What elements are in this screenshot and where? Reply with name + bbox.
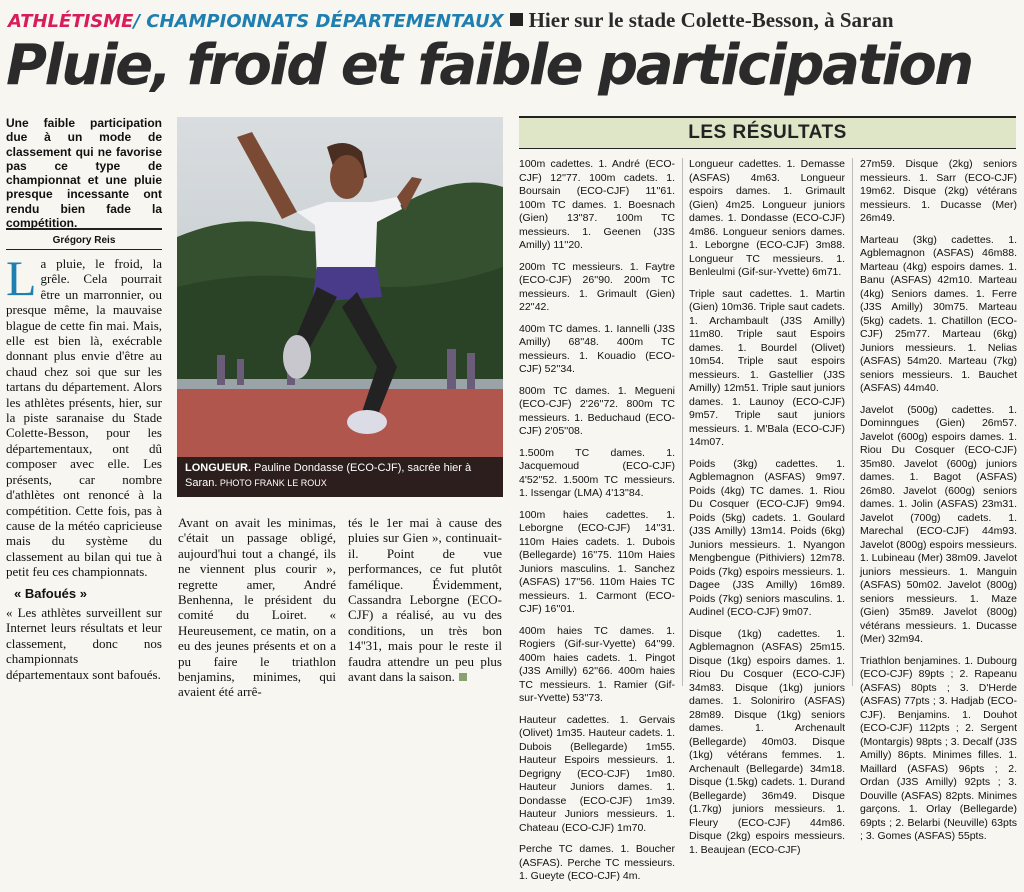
article-paragraph-1: a pluie, le froid, la grêle. Cela pourrait être un marronnier, ou presque même, la mauvaise blague de cette fin mai. Mais, elle est bien là, exécrable donnant plus envie d'être au chaud chez soi que sur les tartans du département. Alors les athlètes présents, hier, sur la piste saranaise du Stade Colette-Besson, pour les départementaux, ont dû composer avec elle. Les présents, car nombre d'athlètes ont renoncé à la compétition. Cette fois, pas à cause de la météo capricieuse mais du système du classement au bilan qui tue à petit feu ces championnats.: [6, 256, 162, 580]
article-column-1: [6, 250, 162, 682]
results-heading: LES RÉSULTATS: [519, 116, 1016, 149]
results-paragraph: Marteau (3kg) cadettes. 1. Agblemagnon (ASFAS) 46m88. Marteau (4kg) espoirs dames. 1. Banu (ASFAS) 42m10. Marteau (4kg) Seniors dames. 1. Ferre (J3S Amilly) 30m75. Marteau (5kg) cadets. 1. Chatillon (ECO-CJF) 25m77. Marteau (6kg) Juniors messieurs. 1. Nelias (ASFAS) 54m20. Marteau (7kg) seniors messieurs. 1. Bauchet (ASFAS) 44m40.: [860, 233, 1017, 394]
results-paragraph: 400m haies TC dames. 1. Rogiers (Gif-sur-Vyette) 64''99. 400m haies cadets. 1. Pingot (J3S Amilly) 62''66. 400m haies TC messieurs. 1. Ramier (Gif-sur-Yvette) 53''73.: [519, 624, 675, 704]
results-column-2: [689, 158, 845, 865]
results-column-3: [860, 158, 1017, 852]
results-paragraph: Hauteur cadettes. 1. Gervais (Olivet) 1m35. Hauteur cadets. 1. Dubois (Bellegarde) 1m55. Hauteur Espoirs messieurs. 1. Degrigny (ECO-CJF) 1m80. Hauteur Juniors dames. 1. Dondasse (ECO-CJF) 1m39. Hauteur Juniors messieurs. 1. Chateau (ECO-CJF) 1m70.: [519, 713, 675, 834]
location-label: Hier sur le stade Colette-Besson, à Saran: [528, 8, 894, 32]
photo-credit: PHOTO FRANK LE ROUX: [217, 478, 327, 488]
photo-caption: [177, 457, 503, 497]
byline: Grégory Reis: [6, 228, 162, 250]
caption-text: Pauline Dondasse (ECO-CJF), sacrée hier à Saran.: [185, 462, 472, 489]
athlete-photo-illustration: [177, 117, 503, 497]
results-paragraph: 100m cadettes. 1. André (ECO-CJF) 12''77. 100m cadets. 1. Boursain (ECO-CJF) 11''61. 100m TC dames. 1. Boesnach (Gien) 13''87. 100m TC messieurs. 1. Geenen (J3S Amilly) 11''20.: [519, 158, 675, 251]
article-photo: [177, 117, 503, 497]
headline: Pluie, froid et faible participation: [6, 33, 972, 98]
results-paragraph: Javelot (500g) cadettes. 1. Dominngues (Gien) 26m57. Javelot (600g) espoirs dames. 1. Riou Du Cosquer (ECO-CJF) 35m80. Javelot (600g) juniors dames. 1. Bagot (ASFAS) 26m80. Javelot (600g) seniors dames. 1. Jolin (ASFAS) 23m31. Javelot (700g) cadets. 1. Marechal (ECO-CJF) 44m93. Javelot (800g) espoirs messieurs. 1. Lubineau (Mer) 38m09. Javelot juniors messieurs. 1. Manguin (ASFAS) 50m02. Javelot (800g) seniors messieurs. 1. Maze (Gien) 35m89. Javelot (800g) vétérans messieurs. 1. Ducasse (Mer) 32m94.: [860, 403, 1018, 645]
article-column-3: [348, 515, 502, 684]
section-kicker: [8, 8, 894, 33]
results-paragraph: Triathlon benjamines. 1. Dubourg (ECO-CJF) 89pts ; 2. Rapeanu (ASFAS) 80pts ; 3. D'Herde (ASFAS) 77pts ; 3. Hadjab (ECO-CJF). Benjamins. 1. Douhot (ECO-CJF) 112pts ; 2. Sergent (Montargis) 98pts ; 3. Decalf (J3S Amilly) 86pts. Minimes filles. 1. Maillard (ASFAS) 96pts ; 2. Ordan (J3S Amilly) 92pts ; 3. Douville (ASFAS) 82pts. Minimes garçons. 1. Orlay (Bellegarde) 69pts ; 2. Belarbi (Neuville) 63pts ; 3. Gomes (ASFAS) 55pts.: [860, 654, 1017, 842]
results-paragraph: Longueur cadettes. 1. Demasse (ASFAS) 4m63. Longueur espoirs dames. 1. Grimault (Gien) 4m25. Longueur juniors dames. 1. Dondasse (ECO-CJF) 4m86. Longueur seniors dames. 1. Leborgne (ECO-CJF) 3m88. Longueur TC messieurs. 1. Benleulmi (Gif-sur-Yvette) 6m71.: [689, 158, 845, 278]
results-paragraph: Perche TC dames. 1. Boucher (ASFAS). Perche TC messieurs. 1. Gueyte (ECO-CJF) 4m.: [519, 843, 675, 882]
section-label: ATHLÉTISME: [8, 11, 134, 32]
results-paragraph: 800m TC dames. 1. Megueni (ECO-CJF) 2'26''72. 800m TC messieurs. 1. Beduchaud (ECO-CJF) 2'05''08.: [519, 384, 675, 437]
dropcap: L: [6, 250, 37, 306]
article-paragraph-3: Avant on avait les minimas, c'était un passage obligé, aujourd'hui tout a changé, ils ne viennent plus courir », regrette amer, André Benhenna, le président du comité du Loiret. « Heureusement, ce matin, on a eu des jeunes présents et on a pu faire le triathlon benjamins, minimes, qui avaient été arrê-: [178, 515, 336, 700]
results-paragraph: Triple saut cadettes. 1. Martin (Gien) 10m36. Triple saut cadets. 1. Archambault (J3S Amilly) 11m80. Triple saut Espoirs dames. 1. Bourdel (Olivet) 10m54. Triple saut espoirs messieurs. 1. Gastellier (J3S Amilly) 12m51. Triple saut juniors dames. 1. Launoy (ECO-CJF) 9m57. Triple saut juniors messieurs. 1. M'Bala (ECO-CJF) 14m07.: [689, 287, 845, 448]
results-paragraph: 100m haies cadettes. 1. Leborgne (ECO-CJF) 14''31. 110m Haies cadets. 1. Dubois (Bellegarde) 16''75. 110m Haies Juniors masculins. 1. Sanchez (ASFAS) 17''56. 110m Haies TC messieurs. 1. Carmont (ECO-CJF) 16''01.: [519, 508, 675, 615]
results-paragraph: 27m59. Disque (2kg) seniors messieurs. 1. Sarr (ECO-CJF) 19m62. Disque (2kg) vétérans messieurs. 1. Ducasse (Mer) 26m49.: [860, 158, 1017, 224]
caption-label: LONGUEUR.: [185, 462, 251, 474]
results-divider: [682, 158, 683, 686]
article-subhead: « Bafoués »: [14, 585, 87, 601]
results-paragraph: 200m TC messieurs. 1. Faytre (ECO-CJF) 26''90. 200m TC messieurs. 1. Grimault (Gien) 22''42.: [519, 260, 675, 313]
square-bullet-icon: [510, 13, 523, 26]
subsection-label: / CHAMPIONNATS DÉPARTEMENTAUX: [133, 11, 504, 32]
article-paragraph-2: « Les athlètes surveillent sur Internet leurs résultats et leur classement, donc nos championnats départementaux sont bafoués.: [6, 604, 162, 682]
results-divider: [852, 158, 853, 686]
article-column-2: [178, 515, 336, 700]
end-mark-icon: [459, 673, 467, 681]
results-paragraph: 1.500m TC dames. 1. Jacquemoud (ECO-CJF) 4'52''52. 1.500m TC messieurs. 1. Issengar (LMA) 4'13''84.: [519, 446, 675, 499]
article-lead: Une faible participation due à un mode de classement qui ne favorise pas ce type de championnat et une pluie presque incessante ont rendu bien fade la compétition.: [6, 116, 162, 231]
article-paragraph-4: tés le 1er mai à cause des pluies sur Gien », continuait-il. Point de vue performances, ce fut plutôt famélique. Évidemment, Cassandra Leborgne (ECO-CJF) a réalisé, au vu des conditions, un très bon 14''31, mais pour le reste il faudra attendre un peu plus avant dans la saison.: [348, 515, 502, 685]
results-column-1: [519, 158, 675, 892]
results-paragraph: Disque (1kg) cadettes. 1. Agblemagnon (ASFAS) 25m15. Disque (1kg) espoirs dames. 1. Riou Du Cosquer (ECO-CJF) 34m83. Disque (1kg) juniors dames. 1. Soloniriro (ASFAS) 28m89. Disque (1kg) seniors dames. 1. Archenault (Bellegarde) 40m03. Disque (1kg) vétérans femmes. 1. Archenault (Bellegarde) 34m18. Disque (1.5kg) cadets. 1. Durand (Bellegarde) 36m49. Disque (1.7kg) juniors messieurs. 1. Fleury (ECO-CJF) 44m86. Disque (2kg) espoirs messieurs. 1. Beaujean (ECO-CJF): [689, 627, 845, 856]
results-paragraph: 400m TC dames. 1. Iannelli (J3S Amilly) 68''48. 400m TC messieurs. 1. Kouadio (ECO-CJF) 52''34.: [519, 322, 675, 375]
results-paragraph: Poids (3kg) cadettes. 1. Agblemagnon (ASFAS) 9m97. Poids (4kg) TC dames. 1. Riou Du Cosquer (ECO-CJF) 9m94. Poids (5kg) cadets. 1. Goulard (J3S Amilly) 13m14. Poids (6kg) Juniors messieurs. 1. Nyangon Mengbengue (Pithiviers) 12m78. Poids (7kg) espoirs messieurs. 1. Dagee (J3S Amilly) 16m89. Poids (7kg) seniors masculins. 1. Audinel (ECO-CJF) 9m07.: [689, 457, 845, 618]
